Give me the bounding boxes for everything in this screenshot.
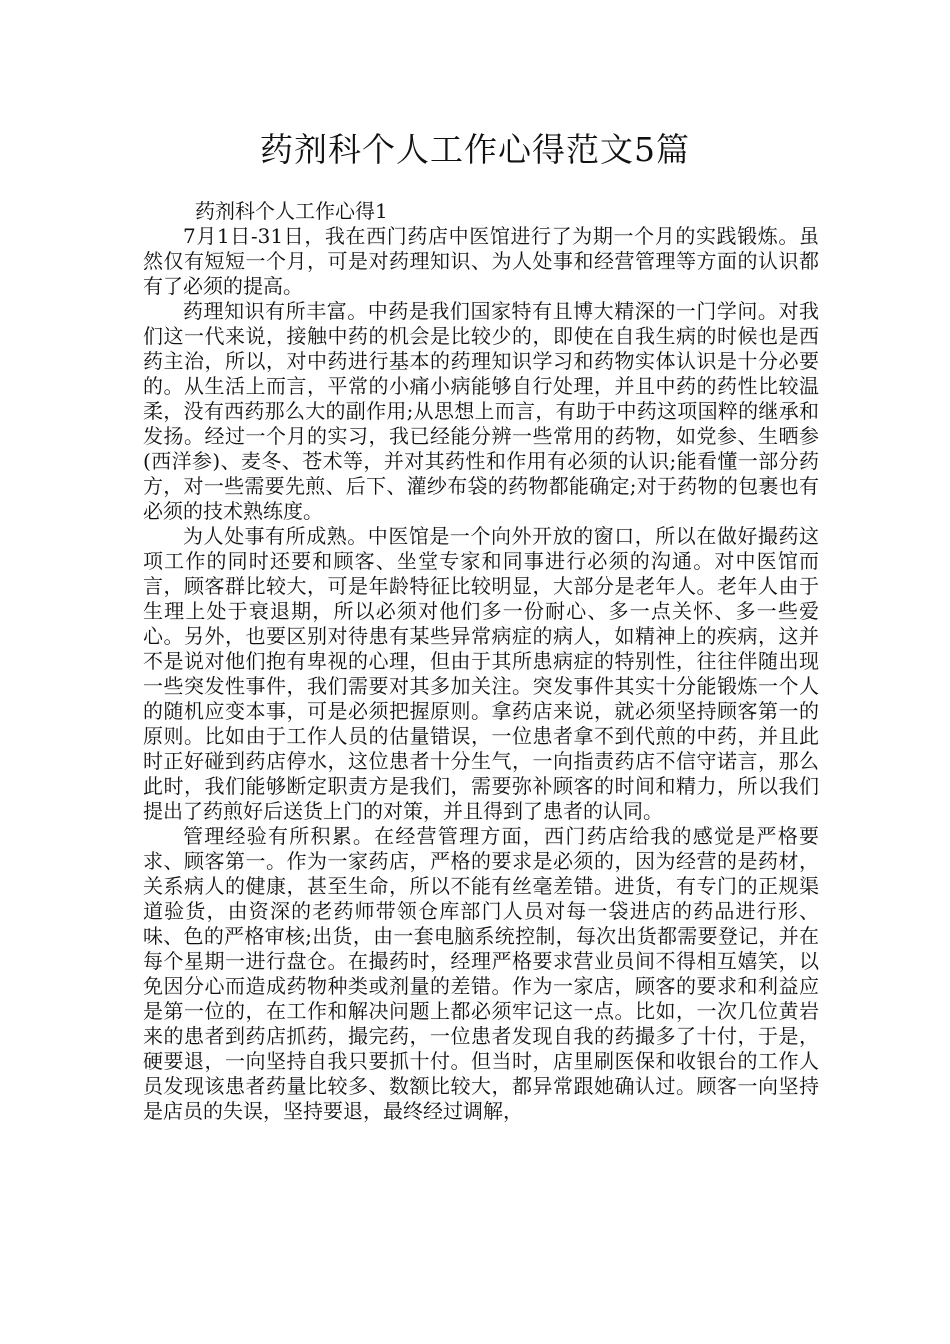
section-heading: 药剂科个人工作心得1 <box>195 199 388 223</box>
paragraph-interpersonal: 为人处事有所成熟。中医馆是一个向外开放的窗口，所以在做好撮药这项工作的同时还要和顾客、坐堂专家和同事进行必须的沟通。对中医馆而言，顾客群比较大，可是年龄特征比较明显，大部分是老年人。老年人由于生理上处于衰退期，所以必须对他们多一份耐心、多一点关怀、多一些爱心。另外，也要区别对待患有某些异常病症的病人，如精神上的疾病，这并不是说对他们抱有卑视的心理，但由于其所患病症的特别性，往往伴随出现一些突发性事件，我们需要对其多加关注。突发事件其实十分能锻炼一个人的随机应变本事，可是必须把握原则。拿药店来说，就必须坚持顾客第一的原则。比如由于工作人员的估量错误，一位患者拿不到代煎的中药，并且此时正好碰到药店停水，这位患者十分生气，一向指责药店不信守诺言，那么此时，我们能够断定职责方是我们，需要弥补顾客的时间和精力，所以我们提出了药煎好后送货上门的对策，并且得到了患者的认同。 <box>143 524 819 823</box>
paragraph-management: 管理经验有所积累。在经营管理方面，西门药店给我的感觉是严格要求、顾客第一。作为一家药店，严格的要求是必须的，因为经营的是药材，关系病人的健康，甚至生命，所以不能有丝毫差错。进货，有专门的正规渠道验货，由资深的老药师带领仓库部门人员对每一袋进店的药品进行形、味、色的严格审核;出货，由一套电脑系统控制，每次出货都需要登记，并在每个星期一进行盘仓。在撮药时，经理严格要求营业员间不得相互嬉笑，以免因分心而造成药物种类或剂量的差错。作为一家店，顾客的要求和利益应是第一位的，在工作和解决问题上都必须牢记这一点。比如，一次几位黄岩来的患者到药店抓药，撮完药，一位患者发现自我的药撮多了十付，于是，硬要退，一向坚持自我只要抓十付。但当时，店里刷医保和收银台的工作人员发现该患者药量比较多、数额比较大，都异常跟她确认过。顾客一向坚持是店员的失误，坚持要退，最终经过调解， <box>143 824 819 1123</box>
document-body <box>143 199 819 1124</box>
paragraph-pharmacology: 药理知识有所丰富。中药是我们国家特有且博大精深的一门学问。对我们这一代来说，接触中药的机会是比较少的，即使在自我生病的时候也是西药主治，所以，对中药进行基本的药理知识学习和药物实体认识是十分必要的。从生活上而言，平常的小痛小病能够自行处理，并且中药的药性比较温柔，没有西药那么大的副作用;从思想上而言，有助于中药这项国粹的继承和发扬。经过一个月的实习，我已经能分辨一些常用的药物，如党参、生晒参(西洋参)、麦冬、苍术等，并对其药性和作用有必须的认识;能看懂一部分药方，对一些需要先煎、后下、灌纱布袋的药物都能确定;对于药物的包裹也有必须的技术熟练度。 <box>143 299 819 523</box>
paragraph-intro: 7月1日-31日，我在西门药店中医馆进行了为期一个月的实践锻炼。虽然仅有短短一个月，可是对药理知识、为人处事和经营管理等方面的认识都有了必须的提高。 <box>143 224 819 298</box>
document-title: 药剂科个人工作心得范文5篇 <box>260 130 690 169</box>
